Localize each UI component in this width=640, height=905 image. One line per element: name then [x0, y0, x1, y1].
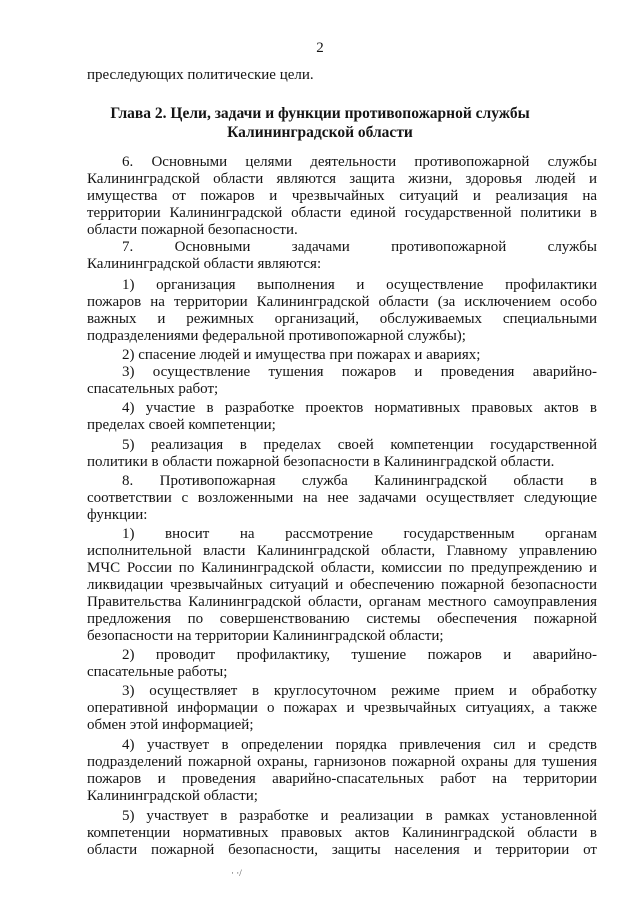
text-line: 1) организация выполнения и осуществление профилактики	[122, 277, 597, 293]
text-line: области пожарной безопасности.	[87, 222, 298, 238]
text-line: 4) участвует в определении порядка привлечения сил и средств	[122, 737, 597, 753]
chapter-title-line: Глава 2. Цели, задачи и функции противопожарной службы	[110, 105, 530, 122]
text-line: оперативной информации о пожарах и чрезвычайных ситуациях, а также	[87, 700, 597, 716]
text-line: Калининградской области;	[87, 788, 258, 804]
text-line: важных и режимных организаций, обслуживаемых специальными	[87, 311, 597, 327]
text-line: ликвидации чрезвычайных ситуаций и обеспечению пожарной безопасности	[87, 577, 597, 593]
text-line: преследующих политические цели.	[87, 67, 314, 83]
text-line: пределах своей компетенции;	[87, 417, 276, 433]
text-line: 6. Основными целями деятельности противопожарной службы	[122, 154, 597, 170]
text-line: 8. Противопожарная служба Калининградской области в	[122, 473, 597, 489]
text-line: Калининградской области являются защита жизни, здоровья людей и	[87, 171, 597, 187]
text-line: соответствии с возложенными на нее задачами осуществляет следующие	[87, 490, 597, 506]
chapter-title-line: Калининградской области	[227, 124, 413, 141]
text-line: подразделениями федеральной противопожарной службы);	[87, 328, 466, 344]
text-line: МЧС России по Калининградской области, комиссии по предупреждению и	[87, 560, 597, 576]
text-line: 2) спасение людей и имущества при пожарах и авариях;	[122, 347, 481, 363]
text-line: пожаров на территории Калининградской области (за исключением особо	[87, 294, 597, 310]
text-line: подразделений пожарной охраны, гарнизонов пожарной охраны для тушения	[87, 754, 597, 770]
scan-mark: · ·/	[231, 868, 242, 878]
page-number: 2	[316, 40, 324, 56]
text-line: 3) осуществляет в круглосуточном режиме прием и обработку	[122, 683, 597, 699]
text-line: безопасности на территории Калининградской области;	[87, 628, 444, 644]
text-line: 5) участвует в разработке и реализации в рамках установленной	[122, 808, 597, 824]
text-line: 2) проводит профилактику, тушение пожаров и аварийно-	[122, 647, 597, 663]
chapter-title	[60, 104, 580, 142]
text-line: исполнительной власти Калининградской области, Главному управлению	[87, 543, 597, 559]
text-line: обмен этой информацией;	[87, 717, 254, 733]
text-line: 1) вносит на рассмотрение государственным органам	[122, 526, 597, 542]
text-line: 5) реализация в пределах своей компетенции государственной	[122, 437, 597, 453]
text-line: спасательные работы;	[87, 664, 228, 680]
text-line: 4) участие в разработке проектов нормативных правовых актов в	[122, 400, 597, 416]
text-line: компетенции нормативных правовых актов Калининградской области в	[87, 825, 597, 841]
text-line: территории Калининградской области единой государственной политики в	[87, 205, 597, 221]
text-line: имущества от пожаров и чрезвычайных ситуаций и реализация на	[87, 188, 597, 204]
text-line: предложения по совершенствованию системы обеспечения пожарной	[87, 611, 597, 627]
text-line: 3) осуществление тушения пожаров и проведения аварийно-	[122, 364, 597, 380]
text-line: области пожарной безопасности, защиты населения и территории от	[87, 842, 597, 858]
text-line: спасательных работ;	[87, 381, 219, 397]
text-line: 7. Основными задачами противопожарной службы	[122, 239, 597, 255]
text-line: Калининградской области являются:	[87, 256, 322, 272]
text-line: пожаров и проведения аварийно-спасательных работ на территории	[87, 771, 597, 787]
text-line: Правительства Калининградской области, органам местного самоуправления	[87, 594, 597, 610]
text-line: функции:	[87, 507, 148, 523]
text-line: политики в области пожарной безопасности в Калининградской области.	[87, 454, 555, 470]
